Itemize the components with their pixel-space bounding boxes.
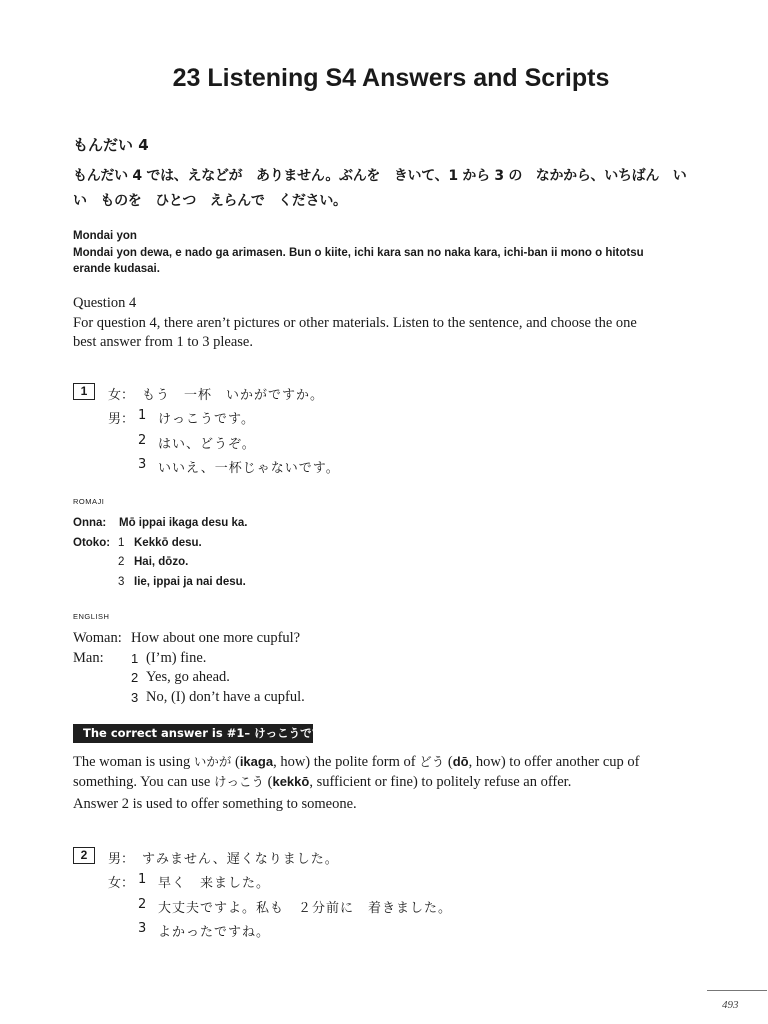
expl-kw-kekkou: kekkō bbox=[272, 774, 310, 789]
english-option2-num: 2 bbox=[131, 670, 139, 685]
mondai-instruction-line1: もんだい 4 では、えなどが ありません。ぶんを きいて、1 から 3 の なかから、いちばん い bbox=[73, 168, 687, 184]
romaji-speaker-b: Otoko: bbox=[73, 537, 111, 549]
item1-option2-text: はい、どうぞ。 bbox=[158, 437, 256, 452]
expl-text: , how) the polite form of bbox=[273, 754, 420, 770]
expl-text: , sufficient or fine) to politely refuse an offer. bbox=[309, 774, 572, 790]
english-option1-text: (I’m) fine. bbox=[146, 650, 207, 666]
romaji-line-a: Mō ippai ikaga desu ka. bbox=[119, 517, 248, 529]
item1-line-a: もう 一杯 いかがですか。 bbox=[142, 388, 325, 403]
item1-number-box: 1 bbox=[73, 383, 95, 400]
english-option1-num: 1 bbox=[131, 651, 139, 666]
item2-number-box: 2 bbox=[73, 847, 95, 864]
mondai-heading: もんだい 4 bbox=[73, 136, 149, 154]
item2-option2-num: 2 bbox=[138, 897, 147, 912]
page-title: 23 Listening S4 Answers and Scripts bbox=[172, 64, 610, 92]
explanation-line2 bbox=[73, 772, 571, 791]
item2-option1-text: 早く 来ました。 bbox=[158, 876, 271, 891]
romaji-option3-text: Iie, ippai ja nai desu. bbox=[134, 576, 246, 588]
item2-option2-text: 大丈夫ですよ。私も ２分前に 着きました。 bbox=[158, 901, 453, 916]
expl-text: The woman is using bbox=[73, 754, 194, 770]
item2-option3-text: よかったですね。 bbox=[158, 925, 271, 940]
romaji-option3-num: 3 bbox=[118, 576, 125, 588]
page-number: 493 bbox=[722, 999, 739, 1011]
romaji-option2-num: 2 bbox=[118, 556, 125, 568]
item1-option2-num: 2 bbox=[138, 433, 147, 448]
item1-option1-text: けっこうです。 bbox=[158, 412, 255, 427]
item1-option1-num: 1 bbox=[138, 408, 147, 423]
english-option2-text: Yes, go ahead. bbox=[146, 669, 230, 685]
english-speaker-a: Woman: bbox=[73, 630, 122, 646]
question-heading: Question 4 bbox=[73, 295, 137, 311]
english-speaker-b: Man: bbox=[73, 650, 104, 666]
expl-text: ( bbox=[264, 774, 273, 790]
item2-line-a: すみません、遅くなりました。 bbox=[142, 852, 339, 867]
romaji-label: ROMAJI bbox=[73, 497, 105, 506]
english-label: ENGLISH bbox=[73, 612, 110, 621]
expl-text: ( bbox=[444, 754, 453, 770]
expl-jp-kekkou: けっこう bbox=[213, 774, 264, 789]
expl-kw-ikaga: ikaga bbox=[239, 754, 274, 769]
item2-speaker-a: 男： bbox=[108, 852, 135, 867]
item1-speaker-a: 女： bbox=[108, 388, 135, 403]
expl-text: something. You can use bbox=[73, 774, 214, 790]
english-line-a: How about one more cupful? bbox=[131, 630, 301, 646]
item2-option3-num: 3 bbox=[138, 921, 147, 936]
expl-jp-dou: どう bbox=[419, 754, 445, 769]
item1-option3-num: 3 bbox=[138, 457, 147, 472]
romaji-intro-line2: erande kudasai. bbox=[73, 263, 160, 275]
romaji-intro-heading: Mondai yon bbox=[73, 230, 137, 242]
footer-rule bbox=[707, 990, 767, 991]
item2-speaker-b: 女： bbox=[108, 876, 135, 891]
explanation-line3: Answer 2 is used to offer something to someone. bbox=[73, 796, 357, 812]
expl-text: , how) to offer another cup of bbox=[468, 754, 640, 770]
item1-option3-text: いいえ、一杯じゃないです。 bbox=[158, 461, 340, 476]
romaji-option1-text: Kekkō desu. bbox=[134, 537, 202, 549]
expl-kw-dou: dō bbox=[452, 754, 469, 769]
expl-jp-ikaga: いかが bbox=[193, 754, 232, 769]
romaji-option2-text: Hai, dōzo. bbox=[134, 556, 189, 568]
item1-speaker-b: 男： bbox=[108, 412, 135, 427]
english-option3-text: No, (I) don’t have a cupful. bbox=[146, 689, 305, 705]
question-line1: For question 4, there aren’t pictures or other materials. Listen to the sentence, and choose the one bbox=[73, 315, 637, 331]
mondai-instruction-line2: い ものを ひとつ えらんで ください。 bbox=[73, 193, 347, 209]
item2-option1-num: 1 bbox=[138, 872, 147, 887]
question-line2: best answer from 1 to 3 please. bbox=[73, 334, 253, 350]
romaji-speaker-a: Onna: bbox=[73, 517, 107, 529]
correct-answer-banner: The correct answer is #1– けっこうです . bbox=[73, 724, 313, 743]
english-option3-num: 3 bbox=[131, 690, 139, 705]
expl-text: ( bbox=[231, 754, 240, 770]
romaji-option1-num: 1 bbox=[118, 537, 125, 549]
romaji-intro-line1: Mondai yon dewa, e nado ga arimasen. Bun o kiite, ichi kara san no naka kara, ichi-ban ii mono o hitotsu bbox=[73, 247, 644, 259]
explanation-line1 bbox=[73, 752, 639, 771]
